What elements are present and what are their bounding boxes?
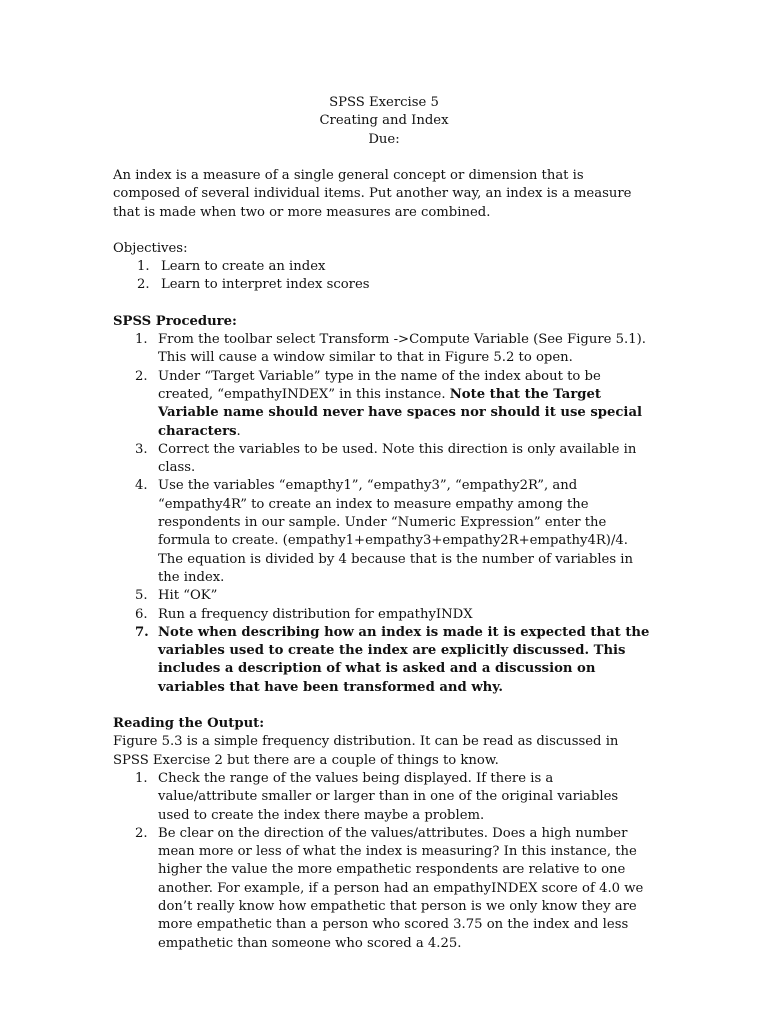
list-item: 6. Run a frequency distribution for empathyINDX [135, 606, 473, 622]
document-subtitle: Creating and Index [319, 113, 449, 129]
list-item: 2. Under “Target Variable” type in the name of the index about to be created, “empathyINDEX” in this instance. Note that the Target Variable name should never have spaces nor should it use special characters. [135, 368, 642, 439]
output-heading: Reading the Output: [113, 716, 265, 732]
list-item: 5. Hit “OK” [135, 588, 218, 604]
objectives-heading: Objectives: [113, 240, 188, 256]
list-item: 2. Learn to interpret index scores [137, 277, 370, 293]
list-item: 3. Correct the variables to be used. Note this direction is only available in class. [135, 441, 637, 476]
list-item: 1. From the toolbar select Transform ->Compute Variable (See Figure 5.1). This will cause a window similar to that in Figure 5.2 to open. [135, 332, 646, 366]
title-block [0, 94, 768, 149]
document-body [113, 167, 653, 953]
list-item: 2. Be clear on the direction of the values/attributes. Does a high number mean more or less of what the index is measuring? In this instance, the higher the value the more empathetic respondents are relative to one another. For example, if a person had an empathyINDEX score of 4.0 we don’t really know how empathetic that person is we only know they are more empathetic than a person who scored 3.75 on the index and less empathetic than someone who scored a 4.25. [135, 825, 644, 951]
list-item: 1. Learn to create an index [137, 259, 326, 275]
list-item: 1. Check the range of the values being displayed. If there is a value/attribute smaller or larger than in one of the original variables used to create the index there maybe a problem. [135, 770, 619, 823]
output-list [113, 770, 653, 953]
output-intro: Figure 5.3 is a simple frequency distribution. It can be read as discussed in SPSS Exercise 2 but there are a couple of things to know. [113, 734, 619, 768]
procedure-list [113, 331, 653, 697]
document-title: SPSS Exercise 5 [329, 95, 439, 110]
list-item: 7. Note when describing how an index is made it is expected that the variables used to create the index are explicitly discussed. This includes a description of what is asked and a discussion on variables that have been transformed and why. [135, 624, 650, 695]
intro-paragraph: An index is a measure of a single general concept or dimension that is composed of several individual items. Put another way, an index is a measure that is made when two or more measures are combined. [113, 168, 632, 220]
list-item: 4. Use the variables “emapthy1”, “empathy3”, “empathy2R”, and “empathy4R” to create an index to measure empathy among the respondents in our sample. Under “Numeric Expression” enter the formula to create. (empathy1+empathy3+empathy2R+empathy4R)/4. The equation is divided by 4 because that is the number of variables in the index. [135, 478, 634, 585]
objectives-list [113, 258, 653, 295]
due-line: Due: [368, 131, 400, 147]
procedure-heading: SPSS Procedure: [113, 313, 237, 329]
